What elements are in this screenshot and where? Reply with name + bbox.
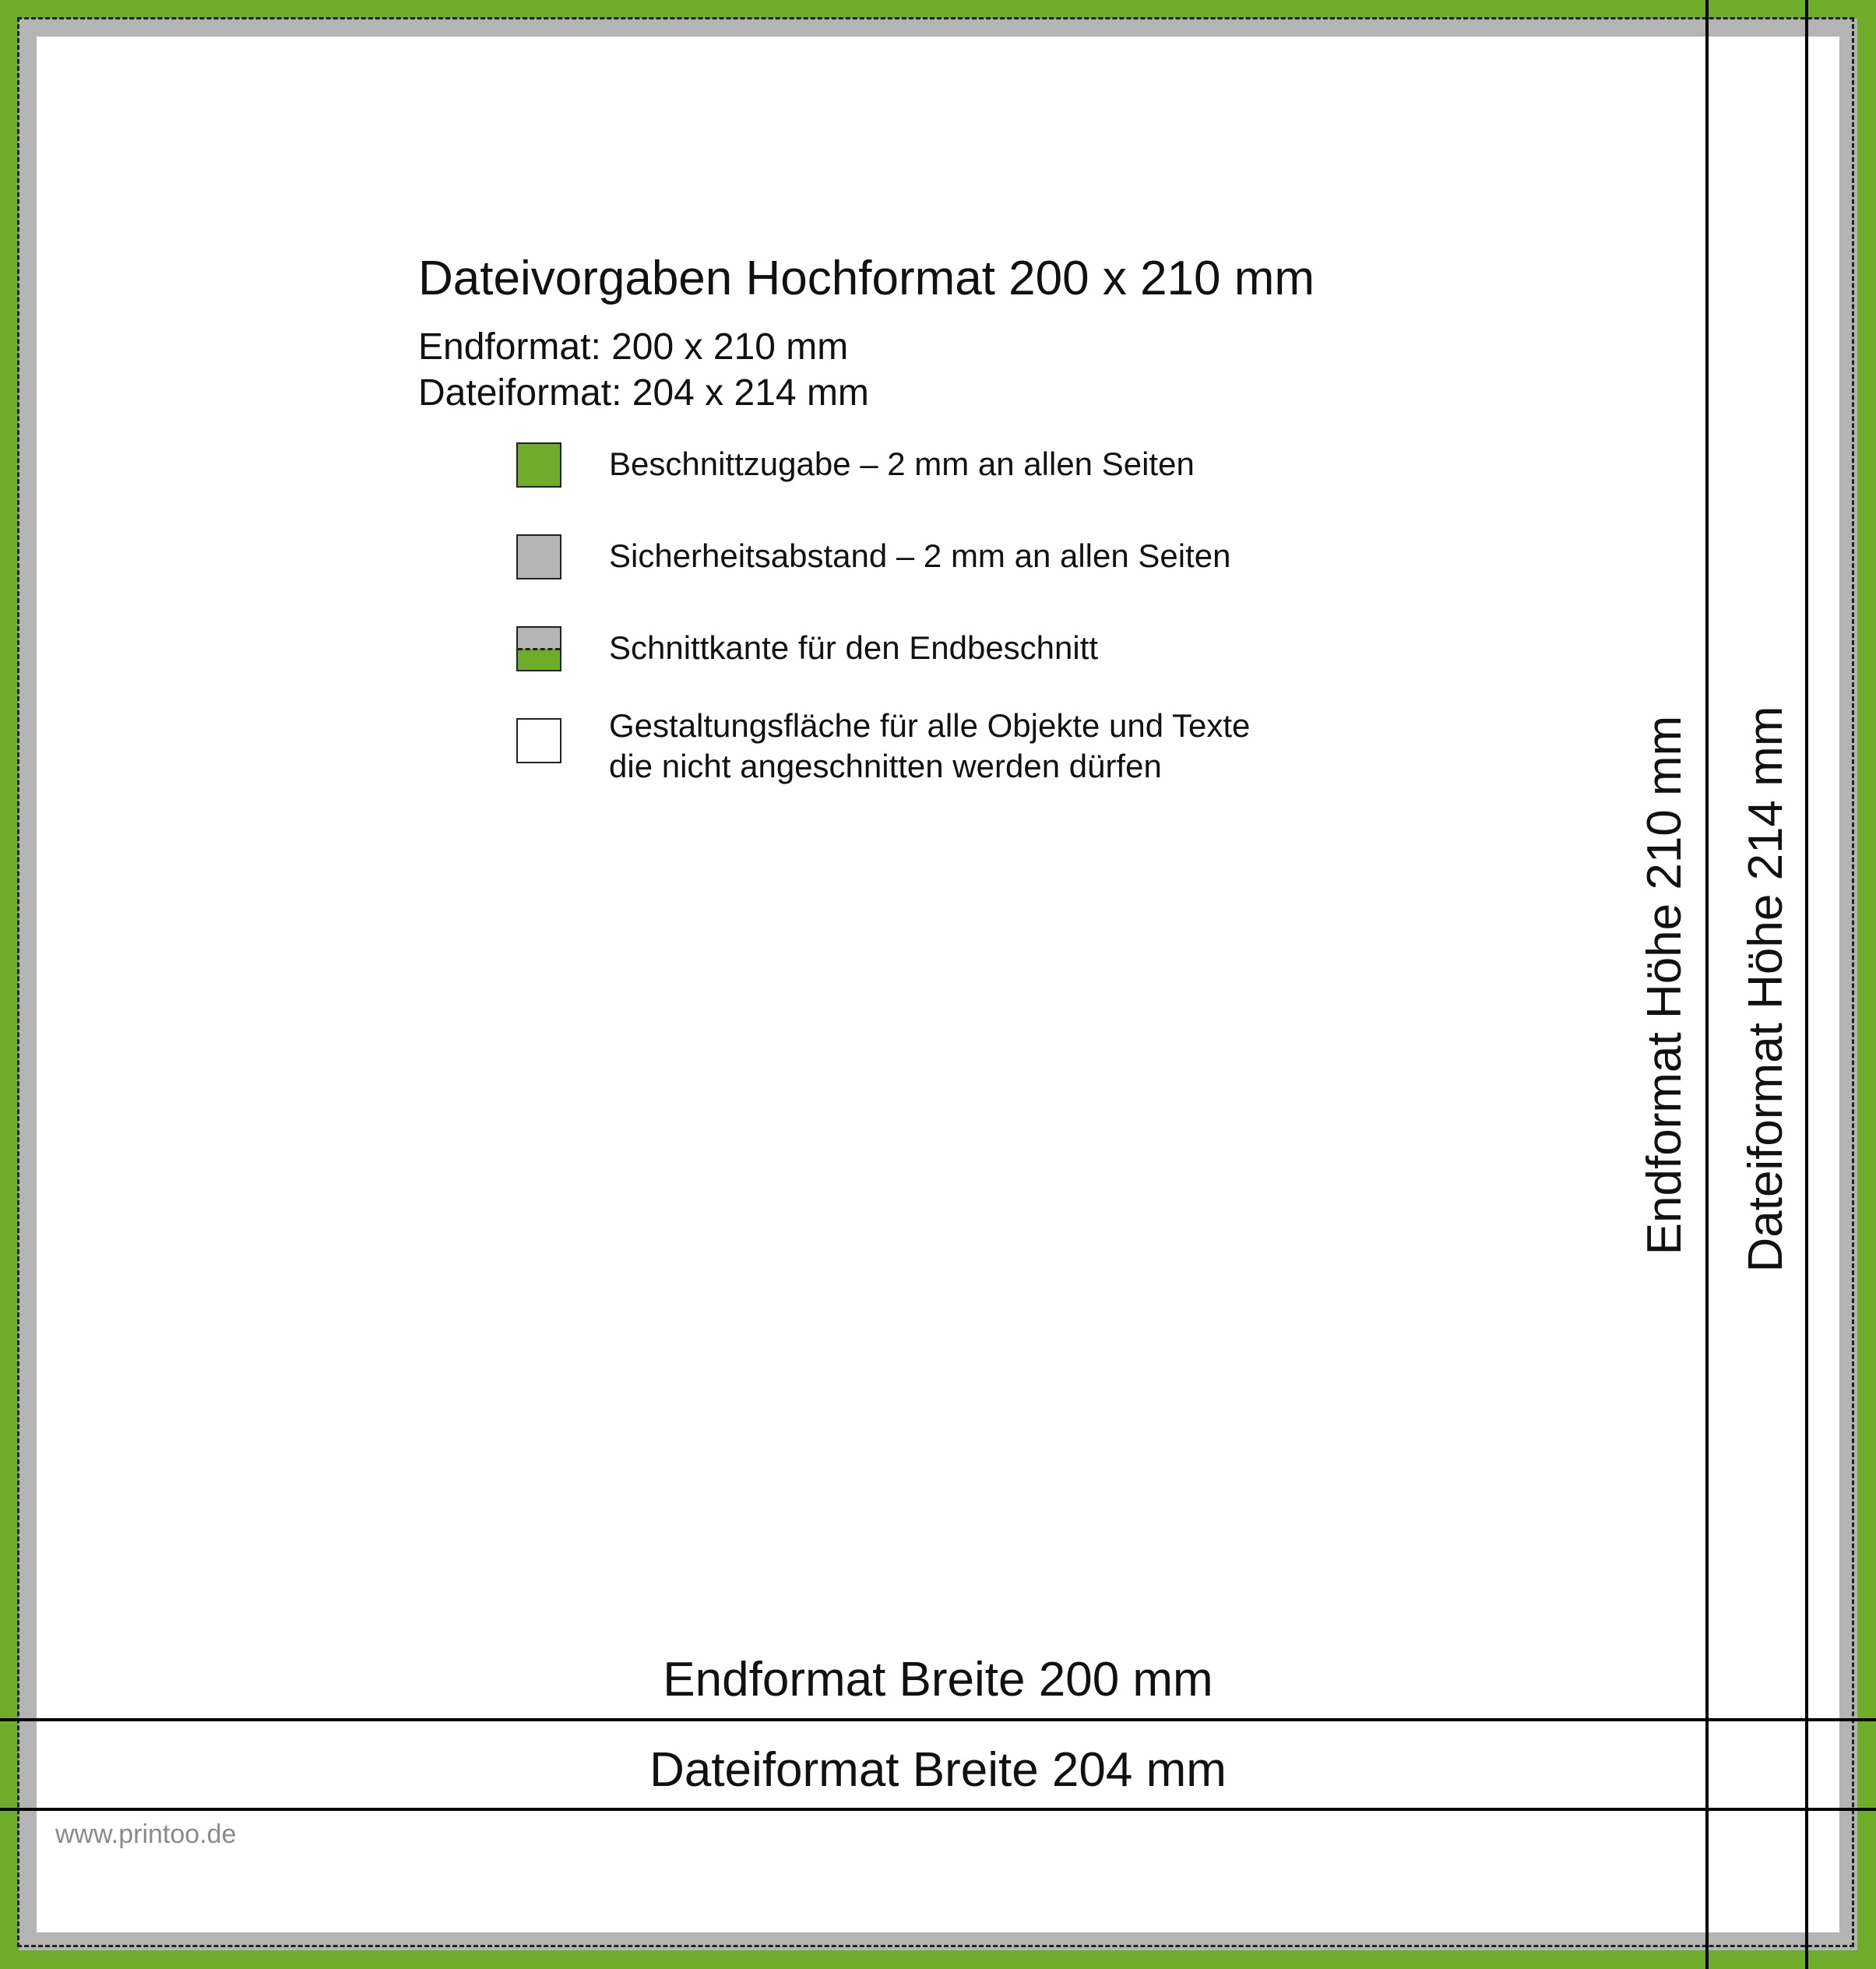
- safety-swatch: [516, 534, 561, 579]
- endformat-width-label: Endformat Breite 200 mm: [663, 1653, 1213, 1707]
- endformat-height-label: Endformat Höhe 210 mm: [1638, 715, 1691, 1256]
- dateiformat-bottom-line: [0, 1808, 1876, 1811]
- bleed-swatch: [516, 442, 561, 488]
- watermark: www.printoo.de: [55, 1819, 237, 1849]
- legend-label-bleed: Beschnittzugabe – 2 mm an allen Seiten: [609, 446, 1195, 482]
- endformat-spec: Endformat: 200 x 210 mm: [418, 326, 849, 368]
- legend-label-design-line1: Gestaltungsfläche für alle Objekte und Texte: [609, 707, 1251, 744]
- legend-label-design-line2: die nicht angeschnitten werden dürfen: [609, 748, 1162, 784]
- endformat-bottom-line: [0, 1718, 1876, 1721]
- page-title: Dateivorgaben Hochformat 200 x 210 mm: [418, 252, 1315, 305]
- dateiformat-spec: Dateiformat: 204 x 214 mm: [418, 372, 869, 414]
- dateiformat-width-label: Dateiformat Breite 204 mm: [649, 1743, 1227, 1797]
- legend-label-cut: Schnittkante für den Endbeschnitt: [609, 629, 1099, 666]
- legend-label-safety: Sicherheitsabstand – 2 mm an allen Seiten: [609, 537, 1231, 574]
- dateiformat-height-label: Dateiformat Höhe 214 mm: [1739, 706, 1793, 1273]
- cut-swatch: [516, 626, 561, 671]
- design-swatch: [516, 718, 561, 763]
